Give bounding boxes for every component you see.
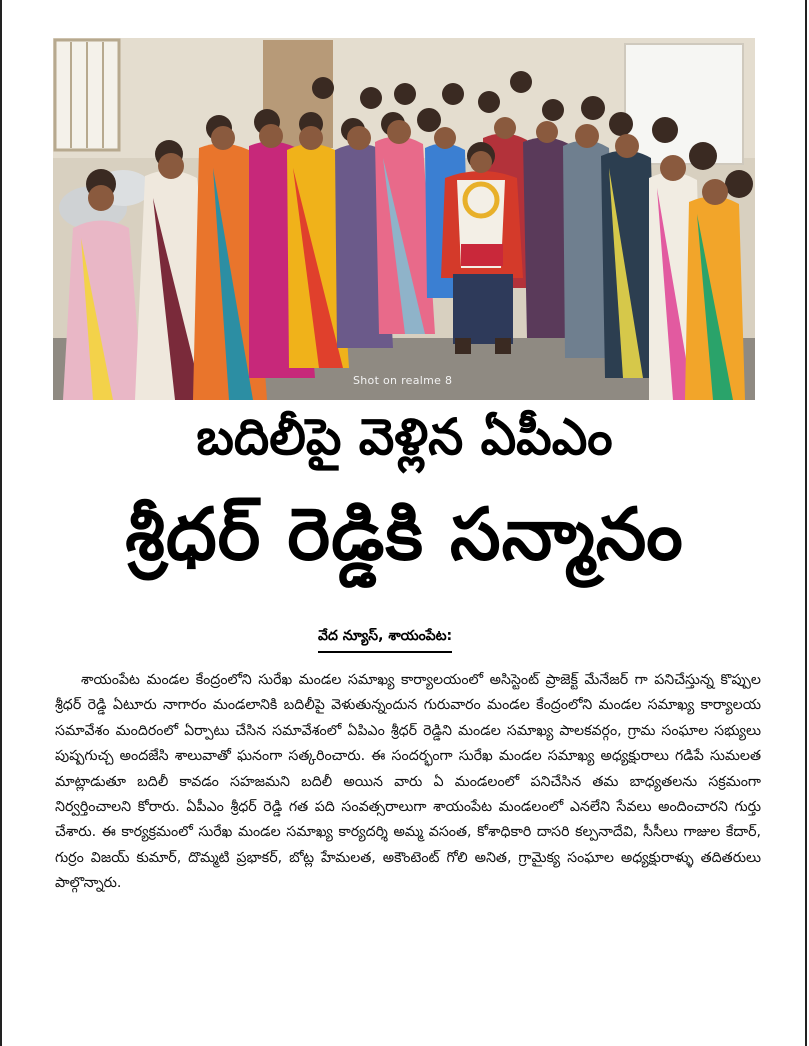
camera-watermark: Shot on realme 8 — [353, 374, 453, 387]
article-body: శాయంపేట మండల కేంద్రంలోని సురేఖ మండల సమాఖ్య కార్యాలయంలో అసిస్టెంట్ ప్రాజెక్ట్ మేనేజర్ గా పనిచేస్తున్న కొప్పుల శ్రీధర్ రెడ్డి ఏటూరు నాగారం మండలానికి బదిలీపై వెళుతున్నందున గురువారం మండల కేంద్రంలోని మండల సమాఖ్య కార్యాలయ సమావేశం మందిరంలో ఏర్పాటు చేసిన సమావేశంలో ఏపిఎం శ్రీధర్ రెడ్డిని మండల సమాఖ్య పాలకవర్గం, గ్రామ సంఘాల సభ్యులు పుష్పగుచ్చ అందజేసి శాలువాతో ఘనంగా సత్కరించారు. ఈ సందర్భంగా సురేఖ మండల సమాఖ్య అధ్యక్షురాలు గడిపే సుమలత మాట్లాడుతూ బదిలీ కావడం సహజమని బదిలీ అయిన వారు ఏ మండలంలో పనిచేసిన తమ బాధ్యతలను సక్రమంగా నిర్వర్తించాలని కోరారు. ఏపీఎం శ్రీధర్ రెడ్డి గత పది సంవత్సరాలుగా శాయంపేట మండలంలో ఎనలేని సేవలు అందించారని గుర్తు చేశారు. ఈ కార్యక్రమంలో సురేఖ మండల సమాఖ్య కార్యదర్శి అమ్మ వసంత, కోశాధికారి దాసరి కల్పనాదేవి, సీసీలు గాజుల కేదార్, గుర్రం విజయ్ కుమార్, దొమ్మటి ప్రభాకర్, బోట్ల హేమలత, అకౌంటెంట్ గోలి అనిత, గ్రామైక్య సంఘాల అధ్యక్షురాళ్ళు తదితరులు పాల్గొన్నారు. — [55, 672, 761, 892]
headline-line-2: శ్రీధర్ రెడ్డికి సన్మానం — [125, 492, 684, 576]
headline-line-1: బదిలీపై వెళ్లిన ఏపీఎం — [196, 408, 613, 466]
group-photo-illustration — [53, 38, 755, 400]
news-photo — [53, 38, 755, 400]
dateline: వేద న్యూస్, శాయంపేట: — [318, 628, 452, 653]
